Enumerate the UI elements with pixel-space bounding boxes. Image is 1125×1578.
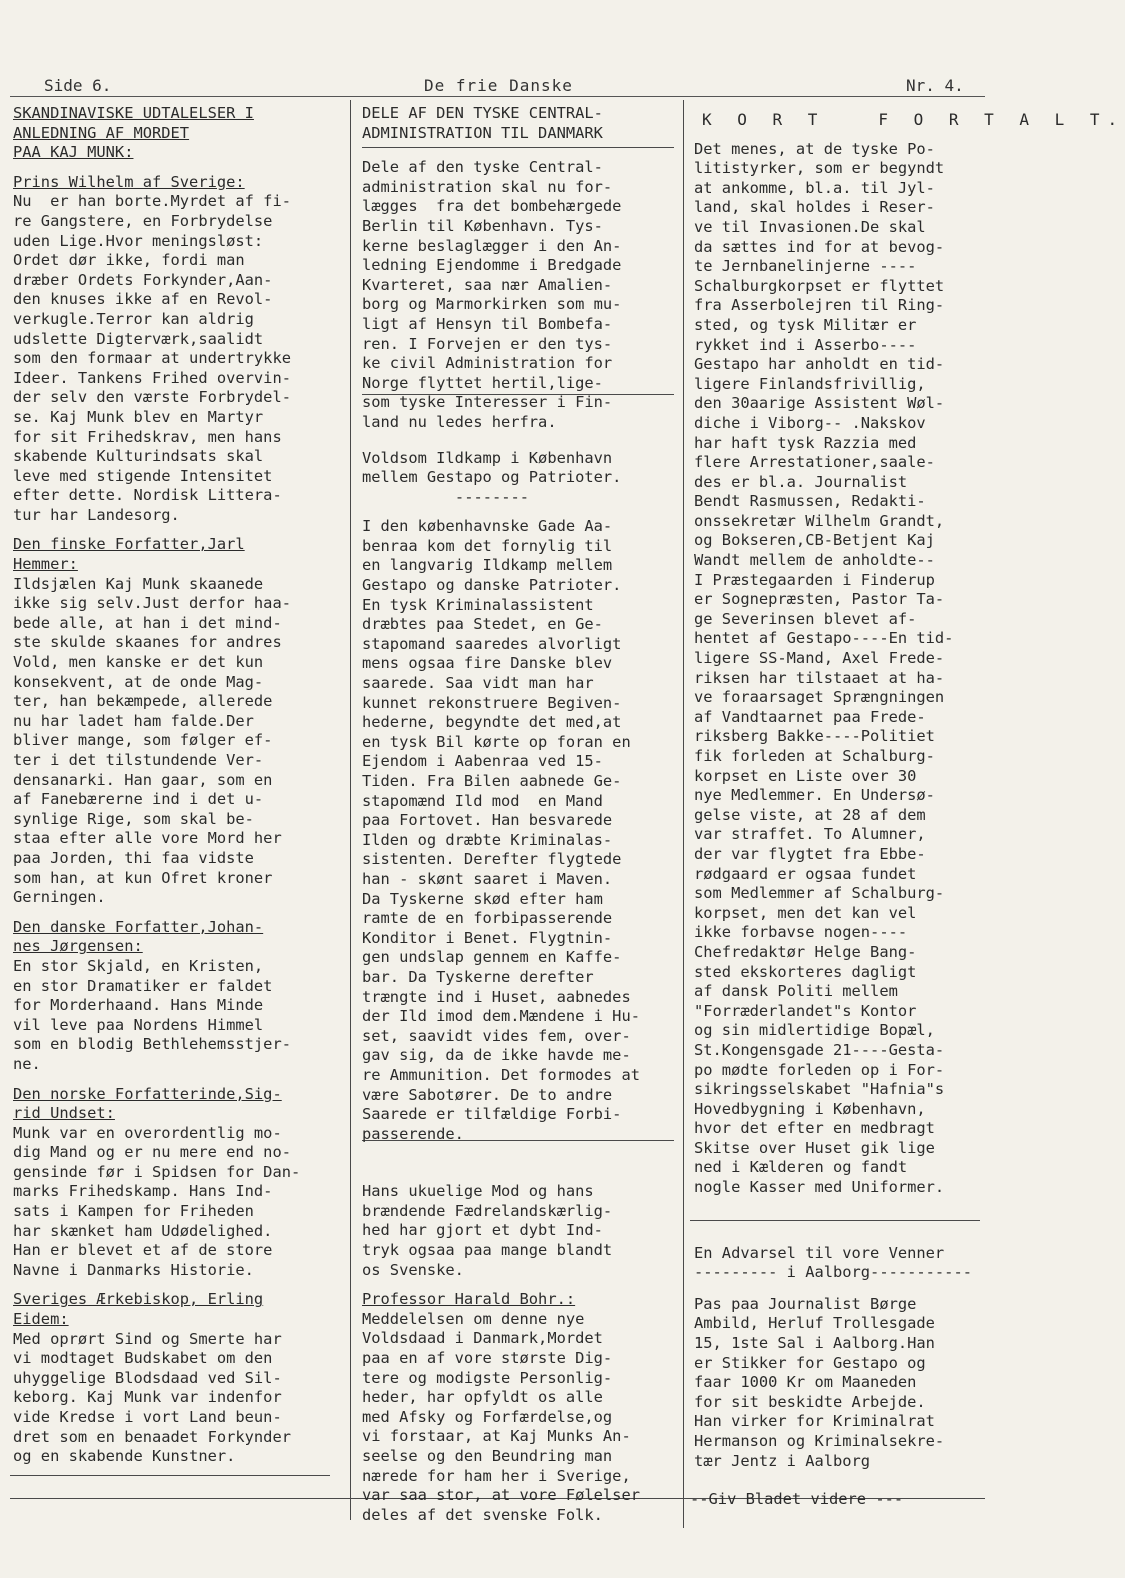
footer-pass-it-on: --Giv Bladet videre --- [690, 1490, 904, 1508]
heading-jarl-hemmer: Den finske Forfatter,Jarl Hemmer: [13, 535, 245, 574]
bottom-rule-col1 [10, 1475, 330, 1476]
heading-johannes-jorgensen: Den danske Forfatter,Johan- nes Jørgensen: [13, 917, 264, 956]
column-divider-right [683, 100, 684, 1528]
heading-sigrid-undset: Den norske Forfatterinde,Sig- rid Undset: [13, 1084, 282, 1123]
column-news [362, 104, 674, 1525]
text-sigrid-undset: Munk var en overordentlig mo- dig Mand og er nu mere end no- gensinde før i Spidsen for Dan- marks Frihedskamp. Hans Ind- sats i Kampen for Friheden har skænket ham Udødelighed. Han er blevet et af de store Navne i Danmarks Historie. [13, 1123, 301, 1279]
text-erling-eidem: Med oprørt Sind og Smerte har vi modtaget Budskabet om den uhyggelige Blodsdaad ved Sil- keborg. Kaj Munk var indenfor vide Kredse i vort Land beun- dret som en benaadet Forkynder og en skabende Kunstner. [13, 1329, 291, 1466]
advarsel-text: Pas paa Journalist Børge Ambild, Herluf Trollesgade 15, 1ste Sal i Aalborg.Han er Stikker for Gestapo og faar 1000 Kr om Maaneden for sit beskidte Arbejde. Han virker for Kriminalrat Hermanson og Kriminalsekre- tær Jentz i Aalborg [694, 1294, 945, 1470]
article-ildkamp-text: I den københavnske Gade Aa- benraa kom det fornylig til en langvarig Ildkamp mellem Gestapo og danske Patrioter. En tysk Kriminalassistent dræbtes paa Stedet, en Ge- stapomand saaredes alvorligt mens ogsaa fire Danske blev saarede. Saa vidt man har kunnet rekonstruere Begiven- hederne, begyndte det med,at en tysk Bil kørte op foran en Ejendom i Aabenraa ved 15- Tiden. Fra Bilen aabnede Ge- stapomænd Ild mod en Mand paa Fortovet. Han besvarede Ilden og dræbte Kriminalas- sistenten. Derefter flygtede han - skønt saaret i Maven. Da Tyskerne skød efter ham ramte de en forbipasserende Konditor i Benet. Flygtnin- gen undslap gennem en Kaffe- bar. Da Tyskerne derefter trængte ind i Huset, aabnedes der Ild imod dem.Mændene i Hu- set, saavidt vides fem, over- gav sig, da de ikke havde me- re Ammunition. Det formodes at være Sabotører. De to andre Saarede er tilfældige Forbi- passerende. [362, 517, 640, 1143]
heading-prins-wilhelm: Prins Wilhelm af Sverige: [13, 172, 245, 191]
heading-erling-eidem: Sveriges Ærkebiskop, Erling Eidem: [13, 1290, 264, 1329]
kort-fortalt-text: Det menes, at de tyske Po- litistyrker, som er begyndt at ankomme, bl.a. til Jyl- land, skal holdes i Reser- ve til Invasionen.De skal da sættes ind for at bevog- te Jernbanelinjerne ---- Schalburgkorpset er flyttet fra Asserbolejren til Ring- sted, og tysk Militær er rykket ind i Asserbo---- Gestapo har anholdt en tid- ligere Finlandsfrivillig, den 30aarige Assistent Wøl- diche i Viborg-- .Nakskov har haft tysk Razzia med flere Arrestationer,saale- des er bl.a. Journalist Bendt Rasmussen, Redakti- onssekretær Wilhelm Grandt, og Bokseren,CB-Betjent Kaj Wandt mellem de anholdte-- I Præstegaarden i Finderup er Sognepræsten, Pastor Ta- ge Severinsen blevet af- hentet af Gestapo----En tid- ligere SS-Mand, Axel Frede- riksen har tilstaaet at ha- ve foraarsaget Sprængningen af Vandtaarnet paa Frede- riksberg Bakke----Politiet fik forleden at Schalburg- korpset en Liste over 30 nye Medlemmer. En Undersø- gelse viste, at 28 af dem var straffet. To Alumner, der var flygtet fra Ebbe- rødgaard er ogsaa fundet som Medlemmer af Schalburg- korpset, men det kan vel ikke forbavse nogen---- Chefredaktør Helge Bang- sted ekskorteres dagligt af dansk Politi mellem "Forræderlandet"s Kontor og sin midlertidige Bopæl, St.Kongensgade 21----Gesta- po mødte forleden op i For- sikringsselskabet "Hafnia"s Hovedbygning i København, hvor det efter en medbragt Skitse over Huset gik lige ned i Kælderen og fandt nogle Kasser med Uniformer. [694, 139, 954, 1197]
header-rule [10, 96, 985, 97]
article-central-admin-text: Dele af den tyske Central- administration skal nu for- lægges fra det bombehærgede Berlin til København. Tys- kerne beslaglægger i den An- ledning Ejendomme i Bredgade Kvarteret, saa nær Amalien- borg og Marmorkirken som mu- ligt af Hensyn til Bombefa- ren. I Forvejen er den tys- ke civil Administration for Norge flyttet hertil,lige- som tyske Interesser i Fin- land nu ledes herfra. [362, 158, 622, 431]
statements-title: SKANDINAVISKE UDTALELSER I ANLEDNING AF MORDET PAA KAJ MUNK: [13, 104, 254, 162]
advarsel-title: En Advarsel til vore Venner --------- i Aalborg----------- [694, 1243, 972, 1282]
article-ildkamp-dash: -------- [454, 487, 530, 506]
page-number: Side 6. [44, 76, 112, 95]
article-central-admin-title: DELE AF DEN TYSKE CENTRAL- ADMINISTRATION TIL DANMARK [362, 104, 674, 148]
text-prins-wilhelm: Nu er han borte.Myrdet af fi- re Gangstere, en Forbrydelse uden Lige.Hvor meningsløst: Ordet dør ikke, fordi man dræber Ordets Forkynder,Aan- den knuses ikke af en Revol- verkugle.Terror kan aldrig udslette Digterværk,saalidt som den formaar at undertrykke Ideer. Tankens Frihed overvin- der selv den værste Forbrydel- se. Kaj Munk blev en Martyr for sit Frihedskrav, men hans skabende Kulturindsats skal leve med stigende Intensitet efter dette. Nordisk Littera- tur har Landesorg. [13, 192, 291, 524]
column-statements [13, 104, 339, 1467]
kort-fortalt-title: K O R T F O R T A L T. [702, 110, 1125, 129]
text-jarl-hemmer: Ildsjælen Kaj Munk skaanede ikke sig selv.Just derfor haa- bede alle, at han i det mind- ste skulde skaanes for andres Vold, men kanske er det kun konsekvent, at de onde Mag- ter, han bekæmpede, allerede nu har ladet ham falde.Der bliver mange, som følger ef- ter i det tilstundende Ver- densanarki. Han gaar, som en af Fanebærerne ind i det u- synlige Rige, som skal be- staa efter alle vore Mord her paa Jorden, thi faa vidste som han, at kun Ofret kroner Gerningen. [13, 574, 291, 907]
article-ildkamp-title: Voldsom Ildkamp i København mellem Gestapo og Patrioter. [362, 448, 622, 487]
column-divider-left [350, 100, 351, 1520]
heading-harald-bohr: Professor Harald Bohr.: [362, 1290, 576, 1309]
text-harald-bohr: Meddelelsen om denne nye Voldsdaad i Danmark,Mordet paa en af vore største Dig- tere og modigste Personlig- heder, har opfyldt os alle med Afsky og Forfærdelse,og vi forstaar, at Kaj Munks An- seelse og den Beundring man nærede for ham her i Sverige, var saa stor, at vore Følelser deles af det svenske Folk. [362, 1309, 640, 1524]
column-kort-fortalt [694, 104, 1125, 1471]
text-johannes-jorgensen: En stor Skjald, en Kristen, en stor Dramatiker er faldet for Morderhaand. Hans Minde vil leve paa Nordens Himmel som en blodig Bethlehemsstjer- ne. [13, 956, 291, 1073]
issue-number: Nr. 4. [906, 76, 964, 95]
newspaper-title: De frie Danske [424, 76, 573, 95]
article-svenske-text: Hans ukuelige Mod og hans brændende Fædrelandskærlig- hed har gjort et dybt Ind- tryk ogsaa paa mange blandt os Svenske. [362, 1182, 613, 1279]
